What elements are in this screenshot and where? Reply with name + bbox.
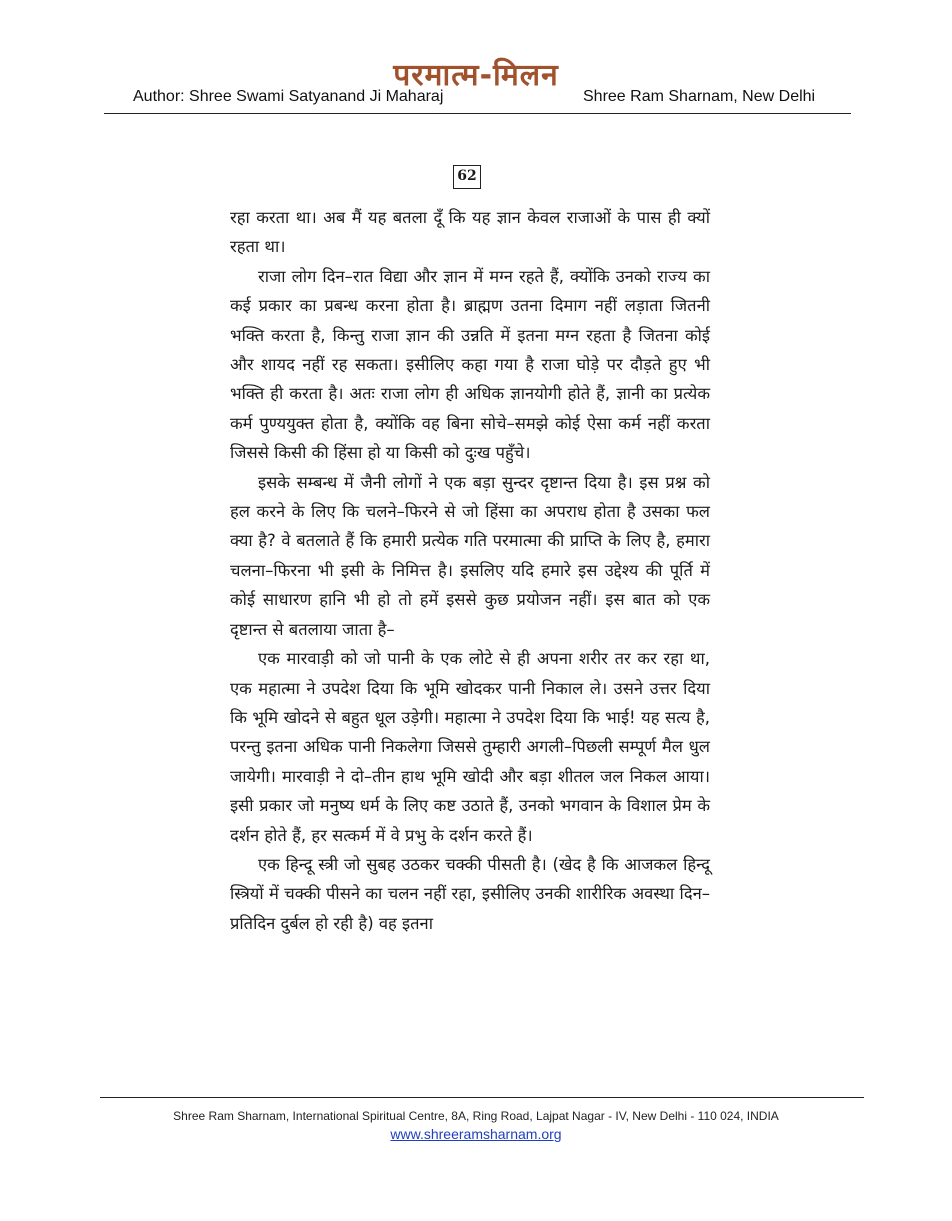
author-line: Author: Shree Swami Satyanand Ji Maharaj	[133, 88, 444, 105]
footer-divider	[100, 1097, 864, 1098]
publisher-line: Shree Ram Sharnam, New Delhi	[583, 88, 816, 105]
paragraph: राजा लोग दिन–रात विद्या और ज्ञान में मग्न रहते हैं, क्योंकि उनको राज्य का कई प्रकार का प्रबन्ध करना होता है। ब्राह्मण उतना दिमाग नहीं लड़ाता जितनी भक्ति करता है, किन्तु राजा ज्ञान की उन्नति में इतना मग्न रहता है जितना कोई और शायद नहीं रह सकता। इसीलिए कहा गया है राजा घोड़े पर दौड़ते हुए भी भक्ति ही करता है। अतः राजा लोग ही अधिक ज्ञानयोगी होते हैं, ज्ञानी का प्रत्येक कर्म पुण्ययुक्त होता है, क्योंकि वह बिना सोचे–समझे कोई ऐसा कर्म नहीं करता जिससे किसी की हिंसा हो या किसी को दुःख पहुँचे।	[230, 266, 710, 463]
footer-url-container	[0, 1126, 952, 1142]
body-text	[230, 203, 710, 938]
website-link[interactable]: www.shreeramsharnam.org	[390, 1126, 562, 1142]
paragraph: रहा करता था। अब मैं यह बतला दूँ कि यह ज्ञान केवल राजाओं के पास ही क्यों रहता था।	[230, 208, 710, 257]
paragraph: एक हिन्दू स्त्री जो सुबह उठकर चक्की पीसती है। (खेद है कि आजकल हिन्दू स्त्रियों में चक्की पीसने का चलन नहीं रहा, इसीलिए उनकी शारीरिक अवस्था दिन–प्रतिदिन दुर्बल हो रही है) वह इतना	[230, 854, 710, 933]
footer-address: Shree Ram Sharnam, International Spiritual Centre, 8A, Ring Road, Lajpat Nagar - IV, New Delhi - 110 024, INDIA	[173, 1109, 779, 1123]
paragraph: इसके सम्बन्ध में जैनी लोगों ने एक बड़ा सुन्दर दृष्टान्त दिया है। इस प्रश्न को हल करने के लिए कि चलने–फिरने से जो हिंसा का अपराध होता है उसका फल क्या है? वे बतलाते हैं कि हमारी प्रत्येक गति परमात्मा की प्राप्ति के लिए है, हमारा चलना–फिरना भी इसी के निमित्त है। इसलिए यदि हमारे इस उद्देश्य की पूर्ति में कोई साधारण हानि भी हो तो हमें इससे कुछ प्रयोजन नहीं। इस बात को एक दृष्टान्त से बतलाया जाता है–	[230, 472, 710, 639]
page-number: 62	[453, 165, 481, 189]
header-divider	[104, 113, 851, 114]
paragraph: एक मारवाड़ी को जो पानी के एक लोटे से ही अपना शरीर तर कर रहा था, एक महात्मा ने उपदेश दिया कि भूमि खोदकर पानी निकाल ले। उसने उत्तर दिया कि भूमि खोदने से बहुत धूल उड़ेगी। महात्मा ने उपदेश दिया कि भाई! यह सत्य है, परन्तु इतना अधिक पानी निकलेगा जिससे तुम्हारी अगली–पिछली सम्पूर्ण मैल धुल जायेगी। मारवाड़ी ने दो–तीन हाथ भूमि खोदी और बड़ा शीतल जल निकल आया। इसी प्रकार जो मनुष्य धर्म के लिए कष्ट उठाते हैं, उनको भगवान के विशाल प्रेम के दर्शन होते हैं, हर सत्कर्म में वे प्रभु के दर्शन करते हैं।	[230, 649, 710, 845]
book-title: परमात्म-मिलन	[393, 58, 559, 93]
